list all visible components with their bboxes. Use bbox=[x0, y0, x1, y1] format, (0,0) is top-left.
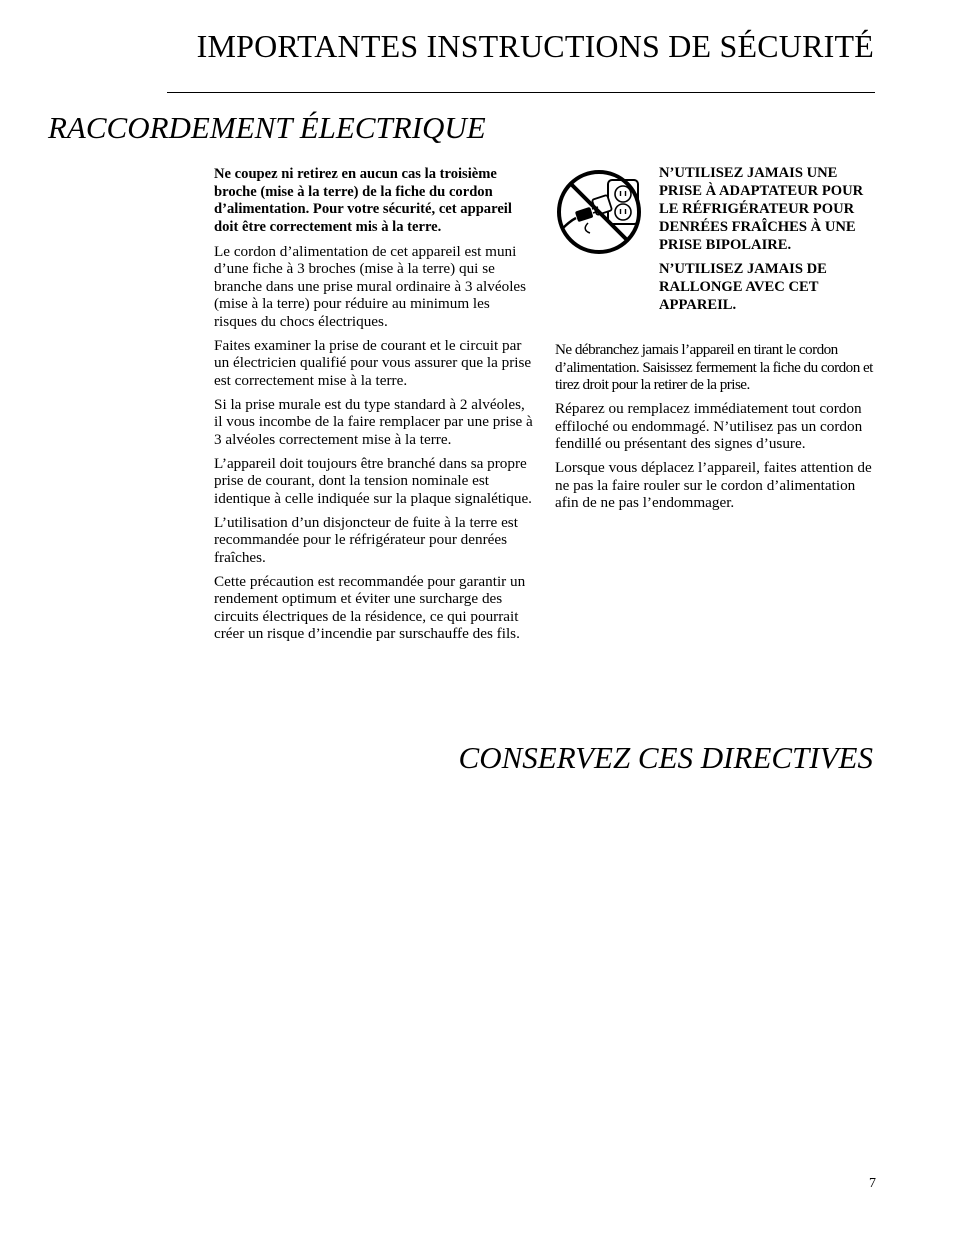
body-paragraph: L’appareil doit toujours être branché dans sa propre prise de courant, dont la tension nominale est identique à celle indiquée sur la plaque signalétique. bbox=[214, 454, 532, 507]
body-paragraph: Cette précaution est recommandée pour garantir un rendement optimum et éviter une surcharge des circuits électriques de la résidence, ce qui pourrait créer un risque d’incendie par surschauffe des fils. bbox=[214, 572, 526, 642]
section-title: RACCORDEMENT ÉLECTRIQUE bbox=[48, 110, 486, 145]
right-column bbox=[555, 341, 877, 518]
grounding-warning-paragraph: Ne coupez ni retirez en aucun cas la troisième broche (mise à la terre) de la fiche du cordon d’alimentation. Pour votre sécurité, cet appareil doit être correctement mis à la terre. bbox=[214, 166, 512, 235]
page-number: 7 bbox=[869, 1176, 876, 1191]
warning-no-extension: N’UTILISEZ JAMAIS DE RALLONGE AVEC CET APPAREIL. bbox=[659, 261, 827, 313]
no-adapter-plug-icon bbox=[554, 167, 644, 257]
body-paragraph: Le cordon d’alimentation de cet appareil est muni d’une fiche à 3 broches (mise à la terre) qui se branche dans une prise mural ordinaire à 3 alvéoles (mise à la terre) pour réduire au minimum les risques du chocs électriques. bbox=[214, 242, 527, 330]
body-paragraph: Lorsque vous déplacez l’appareil, faites attention de ne pas la faire rouler sur le cordon d’alimentation afin de ne pas l’endommager. bbox=[555, 459, 872, 511]
warnings-block bbox=[659, 165, 874, 321]
body-paragraph: L’utilisation d’un disjoncteur de fuite à la terre est recommandée pour le réfrigérateur pour denrées fraîches. bbox=[214, 513, 518, 566]
page-header-title: IMPORTANTES INSTRUCTIONS DE SÉCURITÉ bbox=[196, 28, 874, 64]
left-column bbox=[214, 166, 536, 649]
warning-no-adapter: N’UTILISEZ JAMAIS UNE PRISE À ADAPTATEUR POUR LE RÉFRIGÉRATEUR POUR DENRÉES FRAÎCHES À UNE PRISE BIPOLAIRE. bbox=[659, 165, 864, 253]
header-divider bbox=[167, 92, 875, 93]
body-paragraph: Ne débranchez jamais l’appareil en tirant le cordon d’alimentation. Saisissez fermement la fiche du cordon et tirez droit pour la retirer de la prise. bbox=[555, 341, 873, 393]
body-paragraph: Réparez ou remplacez immédiatement tout cordon effiloché ou endommagé. N’utilisez pas un cordon fendillé ou présentant des signes d’usure. bbox=[555, 400, 863, 452]
save-instructions-title: CONSERVEZ CES DIRECTIVES bbox=[458, 740, 873, 775]
body-paragraph: Faites examiner la prise de courant et le circuit par un électricien qualifié pour vous assurer que la prise est correctement mise à la terre. bbox=[214, 336, 532, 389]
body-paragraph: Si la prise murale est du type standard à 2 alvéoles, il vous incombe de la faire remplacer par une prise à 3 alvéoles correctement mise à la terre. bbox=[214, 395, 533, 448]
